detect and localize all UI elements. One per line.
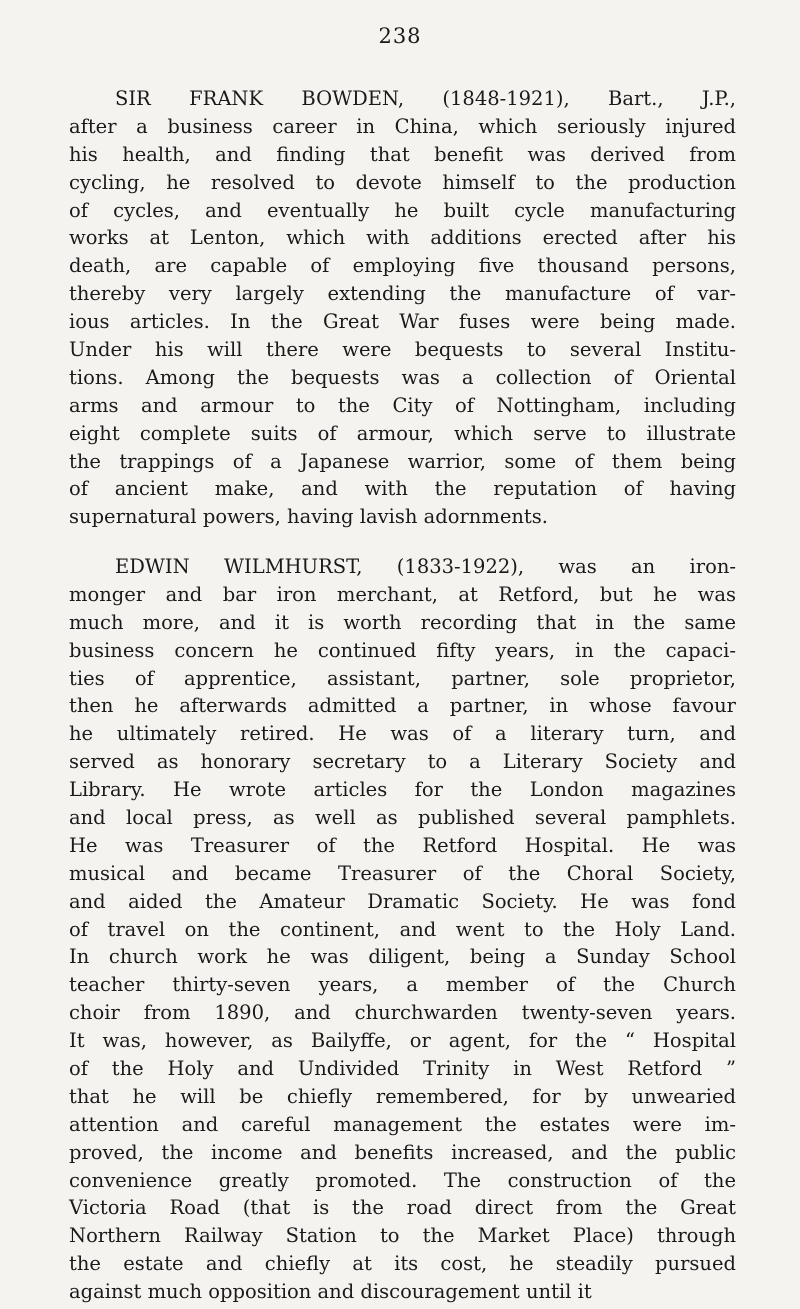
text-line: monger and bar iron merchant, at Retford, but he was	[69, 582, 736, 606]
text-line: Under his will there were bequests to several Institu-	[69, 338, 736, 362]
text-line: of travel on the continent, and went to the Holy Land.	[69, 917, 736, 941]
text-line: ties of apprentice, assistant, partner, sole proprietor,	[69, 666, 736, 690]
paragraph-bowden	[69, 85, 736, 531]
text-line: Library. He wrote articles for the London magazines	[69, 778, 736, 802]
text-line: his health, and finding that benefit was derived from	[69, 142, 736, 166]
page-number: 238	[378, 24, 422, 48]
text-line: Northern Railway Station to the Market Place) through	[69, 1224, 736, 1248]
text-line: convenience greatly promoted. The construction of the	[69, 1168, 736, 1192]
text-line: musical and became Treasurer of the Choral Society,	[69, 861, 736, 885]
text-line: eight complete suits of armour, which serve to illustrate	[69, 421, 736, 445]
text-line: and local press, as well as published several pamphlets.	[69, 806, 736, 830]
text-line: tions. Among the bequests was a collection of Oriental	[69, 365, 736, 389]
text-line: cycling, he resolved to devote himself to the production	[69, 170, 736, 194]
paragraph-wilmhurst	[69, 553, 736, 1306]
text-line: thereby very largely extending the manufacture of var-	[69, 282, 736, 306]
text-line: business concern he continued fifty years, in the capaci-	[69, 638, 736, 662]
text-line: It was, however, as Bailyffe, or agent, for the “ Hospital	[69, 1029, 736, 1053]
text-line: SIR FRANK BOWDEN, (1848-1921), Bart., J.P.,	[115, 87, 736, 110]
text-line: much more, and it is worth recording that in the same	[69, 610, 736, 634]
text-line: then he afterwards admitted a partner, in whose favour	[69, 694, 736, 718]
text-line: he ultimately retired. He was of a literary turn, and	[69, 722, 736, 746]
text-line: works at Lenton, which with additions erected after his	[69, 226, 736, 250]
text-line: In church work he was diligent, being a Sunday School	[69, 945, 736, 969]
text-line: and aided the Amateur Dramatic Society. He was fond	[69, 889, 736, 913]
text-line: supernatural powers, having lavish adornments.	[69, 505, 548, 529]
text-line: after a business career in China, which seriously injured	[69, 114, 736, 138]
text-line: EDWIN WILMHURST, (1833-1922), was an iron-	[115, 555, 736, 578]
text-line: teacher thirty-seven years, a member of the Church	[69, 973, 736, 997]
text-line: of cycles, and eventually he built cycle manufacturing	[69, 198, 736, 222]
text-line: of ancient make, and with the reputation of having	[69, 477, 736, 501]
text-line: that he will be chiefly remembered, for by unwearied	[69, 1084, 736, 1108]
text-line: the estate and chiefly at its cost, he steadily pursued	[69, 1252, 736, 1276]
text-line: served as honorary secretary to a Literary Society and	[69, 750, 736, 774]
text-line: attention and careful management the estates were im-	[69, 1112, 736, 1136]
text-line: He was Treasurer of the Retford Hospital. He was	[69, 833, 736, 857]
text-line: ious articles. In the Great War fuses were being made.	[69, 310, 736, 334]
text-line: arms and armour to the City of Nottingham, including	[69, 393, 736, 417]
text-line: death, are capable of employing five thousand persons,	[69, 254, 736, 278]
paragraph-text	[69, 85, 736, 531]
text-line: the trappings of a Japanese warrior, some of them being	[69, 449, 736, 473]
text-line: of the Holy and Undivided Trinity in West Retford ”	[69, 1057, 736, 1081]
text-line: proved, the income and benefits increased, and the public	[69, 1140, 736, 1164]
paragraph-text	[69, 553, 736, 1306]
text-line: against much opposition and discouragement until it	[69, 1280, 592, 1304]
text-line: choir from 1890, and churchwarden twenty-seven years.	[69, 1001, 736, 1025]
text-line: Victoria Road (that is the road direct from the Great	[69, 1196, 736, 1220]
